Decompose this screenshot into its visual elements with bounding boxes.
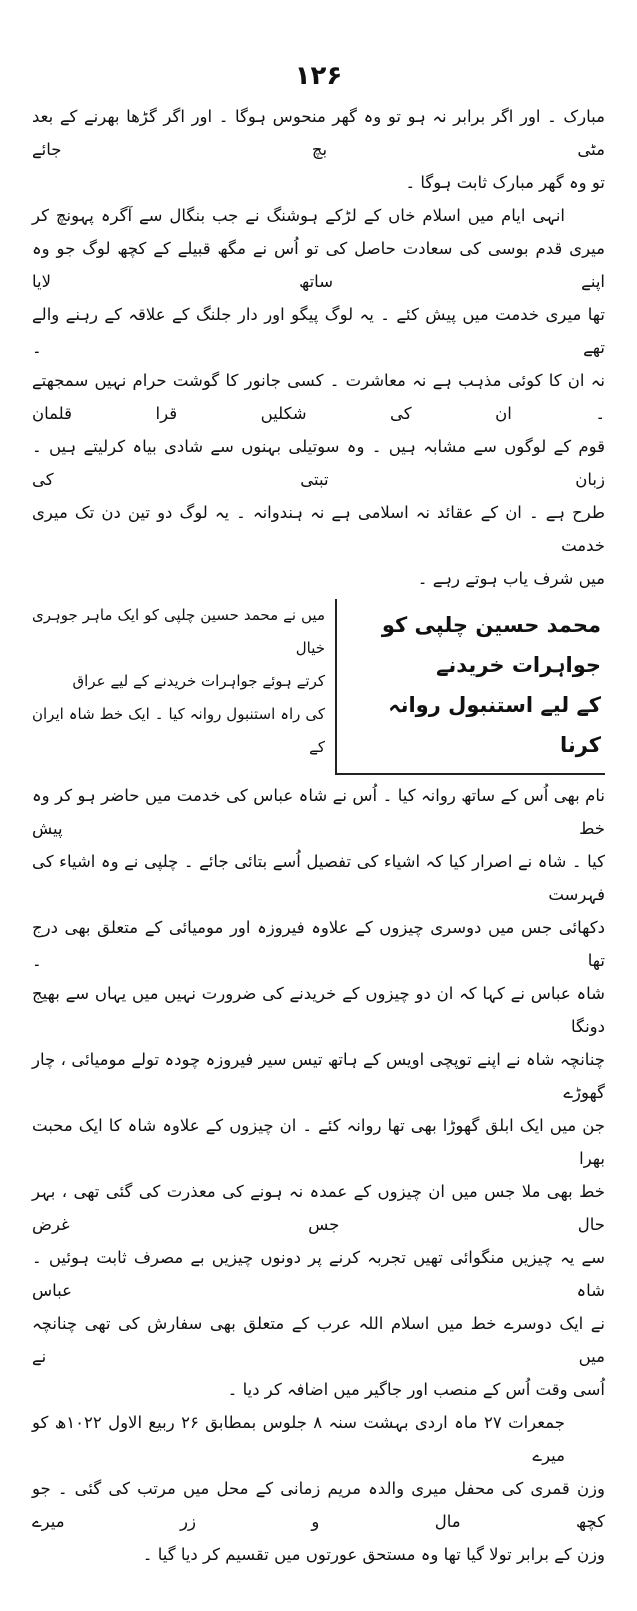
- text-line: جن میں ایک ابلق گھوڑا بھی تھا روانہ کئے ۔ ان چیزوں کے علاوہ شاہ کا ایک محبت بھرا: [32, 1116, 605, 1168]
- text-line: چنانچہ شاہ نے اپنے توپچی اویس کے ہاتھ تیس سیر فیروزہ چودہ تولے مومیائی ، چار گھوڑے: [32, 1050, 605, 1102]
- section-heading-row: [32, 599, 605, 775]
- text-line: میں نے محمد حسین چلپی کو ایک ماہر جوہری خیال: [32, 606, 325, 657]
- text-line: شاہ عباس نے کہا کہ ان دو چیزوں کے خریدنے کی ضرورت نہیں میں یہاں سے بھیج دونگا: [32, 984, 605, 1036]
- text-line: اُسی وقت اُس کے منصب اور جاگیر میں اضافہ کر دیا ۔: [227, 1380, 605, 1399]
- section-heading: [335, 599, 605, 775]
- text-line: کرتے ہوئے جواہرات خریدنے کے لیے عراق: [72, 672, 325, 690]
- text-line: دکھائی جس میں دوسری چیزوں کے علاوہ فیروزہ اور مومیائی کے متعلق بھی درج تھا ۔: [32, 918, 605, 970]
- side-text: [32, 599, 325, 764]
- text-line: طرح ہے ۔ ان کے عقائد نہ اسلامی ہے نہ ہندوانہ ۔ یہ لوگ دو تین دن تک میری خدمت: [32, 503, 605, 555]
- text-line: نہ ان کا کوئی مذہب ہے نہ معاشرت ۔ کسی جانور کا گوشت حرام نہیں سمجھتے ۔ ان کی شکلیں قرا قلمان: [32, 371, 605, 423]
- text-line: کیا ۔ شاہ نے اصرار کیا کہ اشیاء کی تفصیل اُسے بتائی جائے ۔ چلپی نے وہ اشیاء کی فہرست: [32, 852, 605, 904]
- text-line: وزن قمری کی محفل میری والدہ مریم زمانی کے محل میں مرتب کی گئی ۔ جو کچھ مال و زر میرے: [32, 1479, 605, 1531]
- text-line: وزن کے برابر تولا گیا تھا وہ مستحق عورتوں میں تقسیم کر دیا گیا ۔: [142, 1545, 605, 1564]
- heading-line: محمد حسین چلپی کو جواہرات خریدنے: [381, 613, 601, 677]
- text-line: سے یہ چیزیں منگوائی تھیں تجربہ کرنے پر دونوں چیزیں بے مصرف ثابت ہوئیں ۔ شاہ عباس: [32, 1248, 605, 1300]
- text-line: نے ایک دوسرے خط میں اسلام اللہ عرب کے متعلق بھی سفارش کی تھی چنانچہ میں نے: [32, 1314, 605, 1366]
- paragraphs-bottom: [32, 779, 605, 1571]
- page-number: ۱۲۶: [294, 61, 343, 91]
- text-line: تو وہ گھر مبارک ثابت ہوگا ۔: [405, 173, 605, 192]
- heading-line: کے لیے استنبول روانہ کرنا: [388, 693, 601, 757]
- text-line: مبارک ۔ اور اگر برابر نہ ہو تو وہ گھر منحوس ہوگا ۔ اور اگر گڑھا بھرنے کے بعد مٹی بچ جائے: [32, 107, 605, 159]
- paragraphs-top: [32, 100, 605, 595]
- text-line: کی راہ استنبول روانہ کیا ۔ ایک خط شاہ ایران کے: [32, 705, 325, 756]
- text-line: خط بھی ملا جس میں ان چیزوں کے عمدہ نہ ہونے کی معذرت کی گئی تھی ، بہر حال جس غرض: [32, 1182, 605, 1234]
- text-line: نام بھی اُس کے ساتھ روانہ کیا ۔ اُس نے شاہ عباس کی خدمت میں حاضر ہو کر وہ خط پیش: [32, 786, 605, 838]
- text-line: میری قدم بوسی کی سعادت حاصل کی تو اُس نے مگھ قبیلے کے کچھ لوگ جو وہ اپنے ساتھ لایا: [32, 239, 605, 291]
- text-line: انہی ایام میں اسلام خاں کے لڑکے ہوشنگ نے جب بنگال سے آگرہ پہونچ کر: [32, 206, 565, 225]
- text-line: میں شرف یاب ہوتے رہے ۔: [417, 569, 605, 588]
- text-line: تھا میری خدمت میں پیش کئے ۔ یہ لوگ پیگو اور دار جلنگ کے علاقہ کے رہنے والے تھے ۔: [32, 305, 605, 357]
- text-line: قوم کے لوگوں سے مشابہ ہیں ۔ وہ سوتیلی بہنوں سے شادی بیاہ کرلیتے ہیں ۔ زبان تبتی کی: [32, 437, 605, 489]
- text-line: جمعرات ۲۷ ماہ اردی بہشت سنہ ۸ جلوس بمطابق ۲۶ ربیع الاول ۱۰۲۲ھ کو میرے: [32, 1413, 565, 1465]
